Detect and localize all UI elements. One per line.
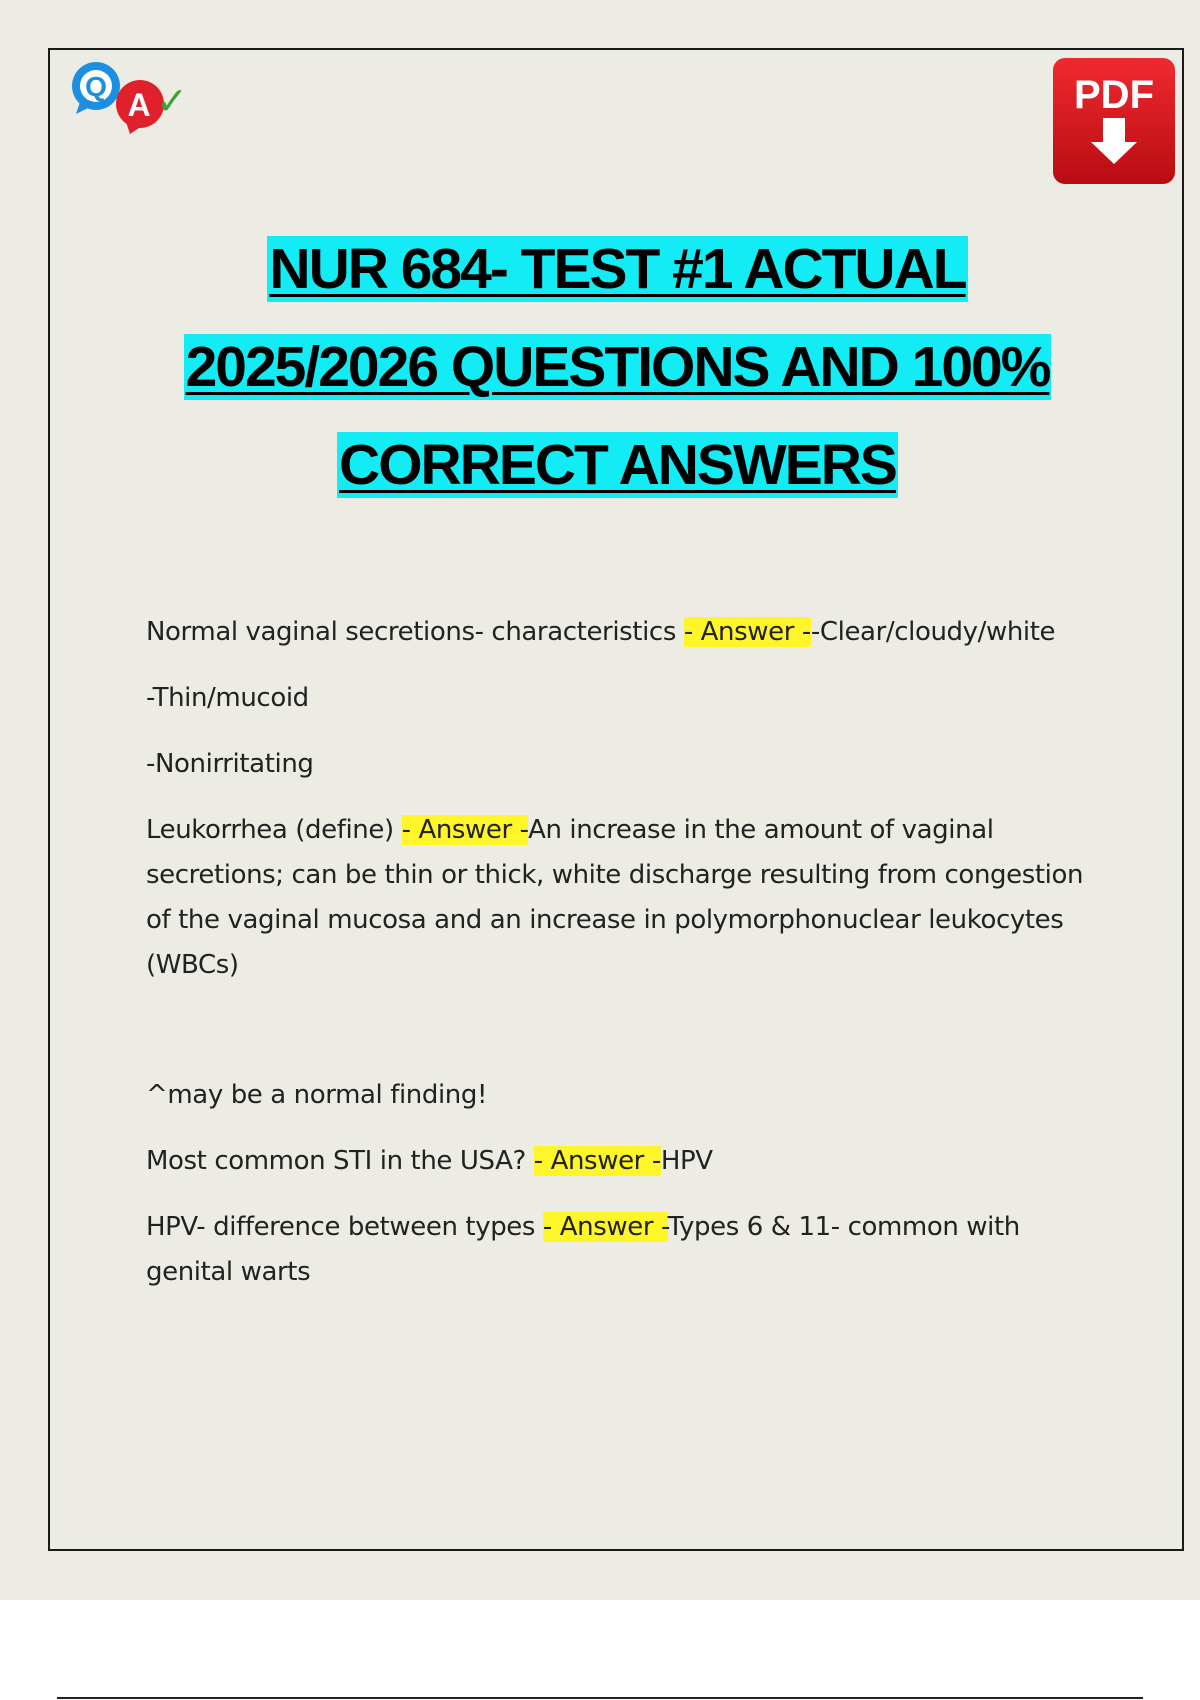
answer-label: - Answer - <box>533 1146 661 1176</box>
answer-text: HPV <box>660 1146 713 1176</box>
logo-check: ✓ <box>156 79 188 123</box>
answer-text: Types 6 & 11- common with genital warts <box>146 1212 1020 1287</box>
answer-text: An increase in the amount of vaginal secretions; can be thin or thick, white discharge resulting from congestion of the vaginal mucosa and an increase in polymorphonuclear leukocytes (WBCs) <box>146 815 1084 980</box>
answer-line: -Thin/mucoid <box>146 683 309 713</box>
question-text: HPV- difference between types <box>146 1212 543 1242</box>
pdf-label: PDF <box>1074 73 1154 117</box>
logo-q-letter: Q <box>85 71 107 102</box>
qa-content <box>146 610 1106 1316</box>
pdf-download-icon <box>1051 56 1177 186</box>
note-line: ^may be a normal finding! <box>146 1080 488 1110</box>
logo-a-letter: A <box>127 87 151 123</box>
answer-label: - Answer - <box>542 1212 668 1242</box>
answer-line: -Nonirritating <box>146 749 314 779</box>
bottom-divider <box>57 1697 1143 1699</box>
qa-item <box>146 1205 1106 1295</box>
document-title <box>60 236 1175 530</box>
answer-label: - Answer - <box>683 617 811 647</box>
qa-item <box>146 1139 1106 1184</box>
spacer <box>146 1009 1106 1073</box>
qa-logo-icon <box>70 58 200 138</box>
answer-label: - Answer - <box>401 815 529 845</box>
qa-item <box>146 610 1106 655</box>
question-text: Normal vaginal secretions- characteristics <box>146 617 684 647</box>
title-line-3: CORRECT ANSWERS <box>339 433 896 497</box>
question-text: Leukorrhea (define) <box>146 815 402 845</box>
question-text: Most common STI in the USA? <box>146 1146 534 1176</box>
title-line-1: NUR 684- TEST #1 ACTUAL <box>269 237 966 301</box>
qa-item <box>146 808 1106 988</box>
answer-text: -Clear/cloudy/white <box>810 617 1056 647</box>
title-line-2: 2025/2026 QUESTIONS AND 100% <box>185 335 1050 399</box>
